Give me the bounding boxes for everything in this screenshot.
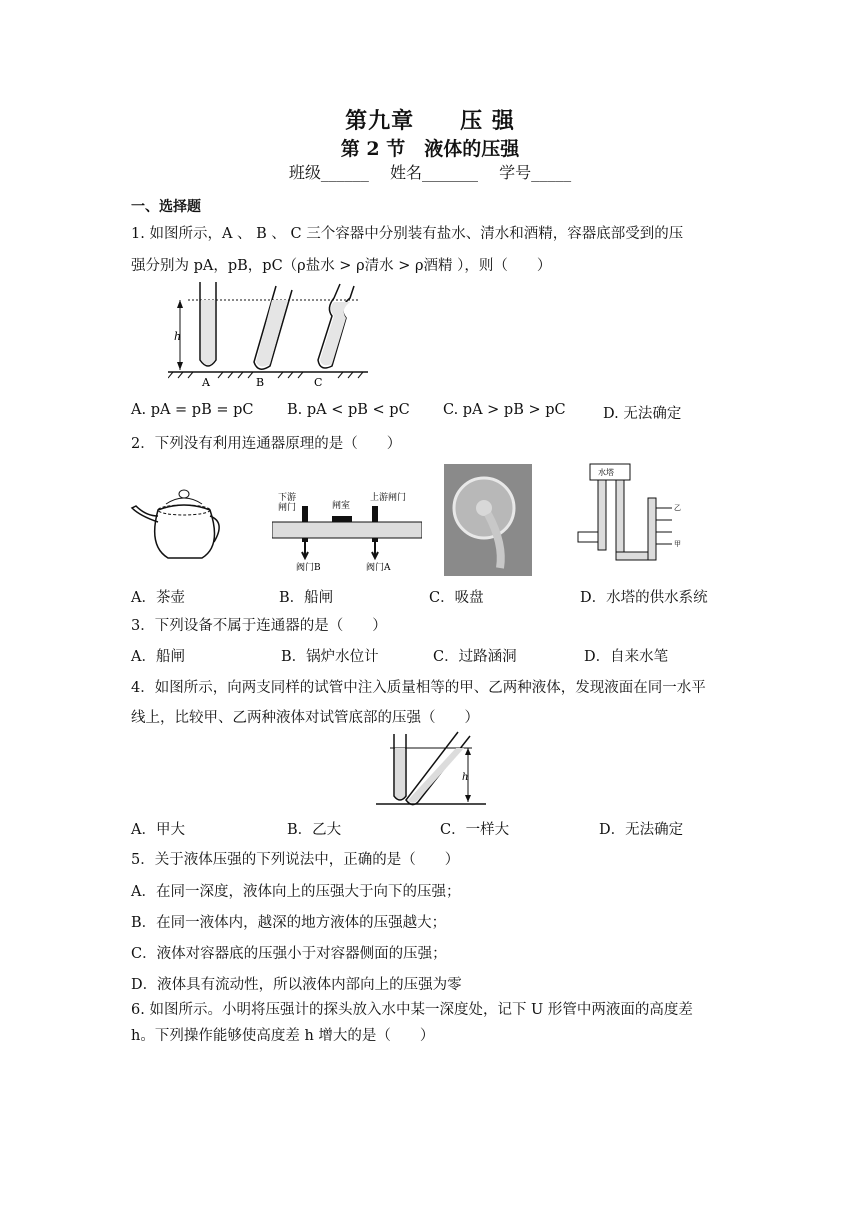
- q1-fig-label-h: h: [174, 330, 182, 343]
- q5-option-a: A．在同一深度，液体向上的压强大于向下的压强；: [131, 884, 461, 900]
- q1-option-a: A. pA = pB = pC: [131, 402, 254, 418]
- q4-figure-test-tubes: [376, 730, 486, 808]
- q1-option-c: C. pA > pB > pC: [443, 402, 566, 418]
- section-title: 第 2 节 液体的压强: [340, 138, 520, 160]
- q2-fig-label-downstream: 下游: [278, 493, 297, 503]
- q2-fig-label-valve-b: 阀门B: [296, 563, 321, 572]
- q2-option-c: C．吸盘: [429, 590, 484, 606]
- q2-option-d: D．水塔的供水系统: [580, 590, 708, 606]
- student-info-line: 班级______ 姓名_______ 学号_____: [288, 163, 572, 182]
- q2-option-b: B．船闸: [279, 590, 334, 606]
- q3-option-c: C．过路涵洞: [433, 649, 517, 665]
- q2-fig-label-upstream-gate: 上游闸门: [370, 493, 407, 503]
- q4-option-d: D．无法确定: [599, 822, 684, 838]
- q2-figure-teapot: [128, 486, 228, 566]
- q2-fig-label-gate: 闸门: [278, 503, 297, 513]
- q5-option-c: C．液体对容器底的压强小于对容器侧面的压强；: [131, 946, 447, 962]
- q4-option-b: B．乙大: [287, 822, 342, 838]
- q3-text: 3．下列设备不属于连通器的是（ ）: [131, 618, 387, 634]
- q2-fig-label-chamber: 闸室: [332, 501, 351, 511]
- q4-option-c: C．一样大: [440, 822, 510, 838]
- q1-text-line2: 强分别为 pA，pB，pC（ρ盐水 > ρ清水 > ρ酒精 ），则（ ）: [131, 258, 552, 274]
- q2-fig-label-valve-a: 阀门A: [366, 563, 391, 572]
- q3-option-b: B．锅炉水位计: [281, 649, 379, 665]
- q2-figure-ship-lock: [272, 486, 422, 572]
- q5-option-b: B．在同一液体内，越深的地方液体的压强越大；: [131, 915, 447, 931]
- q6-text-line2: h。下列操作能够使高度差 h 增大的是（ ）: [131, 1028, 435, 1044]
- q5-text: 5．关于液体压强的下列说法中，正确的是（ ）: [131, 852, 460, 868]
- q5-option-d: D．液体具有流动性，所以液体内部向上的压强为零: [131, 977, 462, 993]
- q2-fig-label-yi: 乙: [674, 504, 681, 512]
- q2-figure-suction-cup: [444, 464, 532, 576]
- q2-text: 2．下列没有利用连通器原理的是（ ）: [131, 436, 402, 452]
- q6-text-line1: 6. 如图所示。小明将压强计的探头放入水中某一深度处，记下 U 形管中两液面的高度差: [131, 1002, 693, 1018]
- q4-fig-label-h: h: [462, 772, 469, 783]
- q2-fig-label-jia: 甲: [674, 540, 681, 548]
- q2-option-a: A．茶壶: [131, 590, 185, 606]
- q1-option-b: B. pA < pB < pC: [287, 402, 410, 418]
- chapter-title: 第九章 压 强: [345, 108, 515, 134]
- q1-fig-label-a: A: [202, 376, 210, 388]
- question-section-heading: 一、选择题: [131, 199, 201, 215]
- q1-figure-containers: [168, 278, 368, 388]
- q2-fig-label-water-tower: 水塔: [598, 468, 614, 477]
- q2-figure-water-tower: [576, 462, 686, 562]
- q1-option-d: D. 无法确定: [603, 406, 682, 422]
- q4-text-line1: 4．如图所示，向两支同样的试管中注入质量相等的甲、乙两种液体，发现液面在同一水平: [131, 680, 706, 696]
- q1-text-line1: 1. 如图所示，A 、 B 、 C 三个容器中分别装有盐水、清水和酒精，容器底部受到的压: [131, 226, 684, 242]
- q3-option-d: D．自来水笔: [584, 649, 669, 665]
- q4-text-line2: 线上，比较甲、乙两种液体对试管底部的压强（ ）: [131, 710, 479, 726]
- q1-fig-label-c: C: [314, 376, 323, 388]
- q1-fig-label-b: B: [256, 376, 265, 388]
- q3-option-a: A．船闸: [131, 649, 185, 665]
- q4-option-a: A．甲大: [131, 822, 185, 838]
